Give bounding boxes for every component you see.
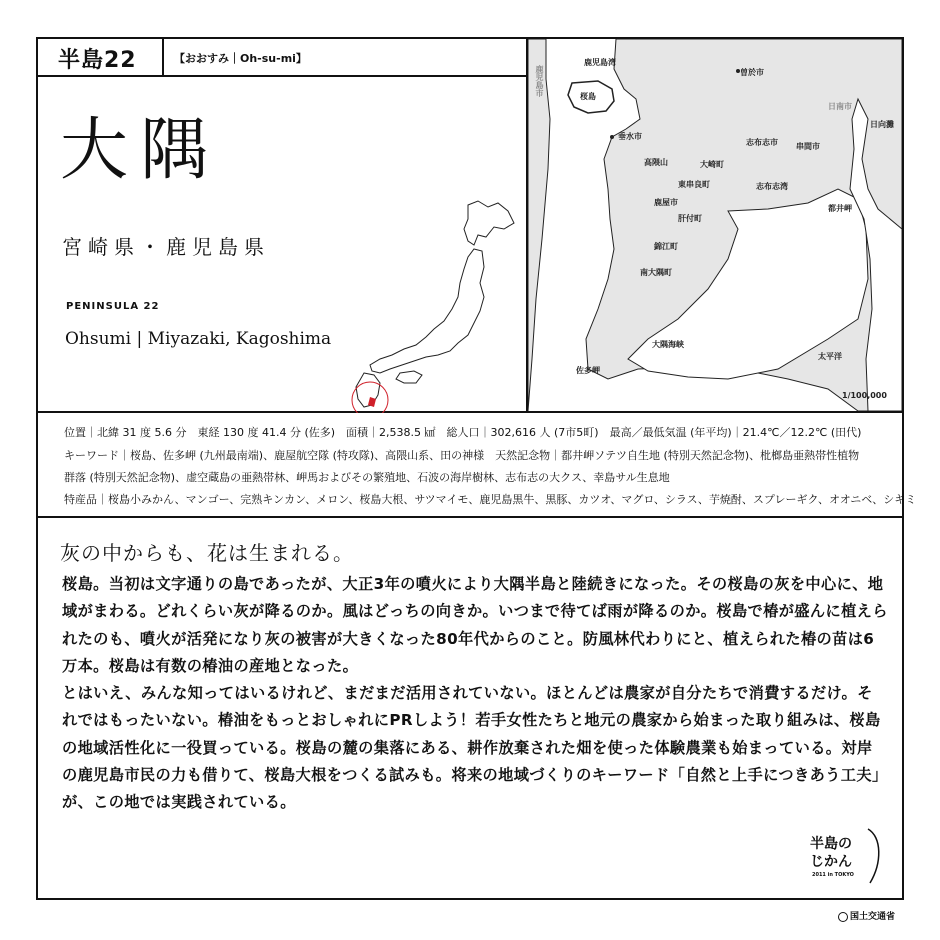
romaji-name: Ohsumi | Miyazaki, Kagoshima bbox=[65, 329, 332, 349]
map-scale: 1/100,000 bbox=[842, 391, 887, 400]
map-label-kagoshima-city: 鹿児島市 bbox=[535, 65, 544, 97]
info-natural-monuments: 群落 (特別天然記念物)、虚空蔵島の亜熱帯林、岬馬およびその繁殖地、石波の海岸樹林、志布志の大クス、幸島サル生息地 bbox=[64, 471, 670, 484]
map-label-higashi-kushira: 東串良町 bbox=[678, 180, 710, 189]
map-label-takatoge: 高隈山 bbox=[644, 158, 668, 167]
article-paragraph-1: 桜島。当初は文字通りの島であったが、大正3年の噴火により大隅半島と陸続きになった。その桜島の灰を中心に、地域がまわる。どれくらい灰が降るのか。風はどっちの向きか。いつまで待てば雨が降るのか。桜島で椿が盛んに植えられたのも、噴火が活発になり灰の被害が大きくなった80年代からのこと。防風林代わりにと、植えられた椿の苗は6万本。桜島は有数の椿油の産地となった。 bbox=[62, 575, 888, 675]
header-divider bbox=[38, 75, 528, 77]
japan-map-icon bbox=[318, 197, 528, 413]
map-label-osaki-town: 大崎町 bbox=[700, 160, 724, 169]
peninsula-card bbox=[36, 37, 917, 900]
reading-label: 【おおすみ｜Oh-su-mi】 bbox=[174, 52, 307, 65]
logo-sub: 2011 in TOKYO bbox=[812, 872, 854, 878]
map-label-soo-city: 曽於市 bbox=[740, 68, 764, 77]
peninsula-number: 半島22 bbox=[58, 48, 137, 73]
peninsula-label: PENINSULA 22 bbox=[66, 301, 160, 312]
map-label-cape-sata: 佐多岬 bbox=[576, 366, 600, 375]
article-headline: 灰の中からも、花は生まれる。 bbox=[60, 541, 354, 565]
map-label-hyuganada: 日向灘 bbox=[870, 120, 894, 129]
map-label-toi-cape: 都井岬 bbox=[828, 204, 852, 213]
header-number-divider bbox=[162, 39, 164, 75]
map-label-kimotsuki: 肝付町 bbox=[678, 214, 702, 223]
map-label-kinko-town: 錦江町 bbox=[654, 242, 678, 251]
info-bottom-divider bbox=[38, 516, 902, 518]
article-paragraph-2: とはいえ、みんな知ってはいるけれど、まだまだ活用されていない。ほとんどは農家が自分たちで消費するだけ。それではもったいない。椿油をもっとおしゃれにPRしよう！若手女性たちと地元の農家から始まった取り組みは、桜島の地域活性化に一役買っている。桜島の麓の集落にある、耕作放棄された畑を使った体験農業も始まっている。対岸の鹿児島市民の力も借りて、桜島大根をつくる試みも。将来の地域づくりのキーワード「自然と上手につきあう工夫」が、この地では実践されている。 bbox=[62, 684, 888, 812]
page-title: 大隅 bbox=[60, 111, 221, 190]
map-label-kushima-city: 串間市 bbox=[796, 142, 820, 151]
map-label-pacific: 太平洋 bbox=[818, 352, 842, 361]
hanto-no-jikan-logo bbox=[808, 823, 888, 893]
ministry-emblem-icon bbox=[838, 912, 848, 922]
info-location: 位置｜北緯 31 度 5.6 分 東経 130 度 41.4 分 (佐多) 面積｜2,538.5 ㎢ 総人口｜302,616 人 (7市5町) 最高／最低気温 (年平均)｜21.4℃／12.2℃ (田代) bbox=[64, 426, 862, 439]
map-label-nichinan-city: 日南市 bbox=[828, 102, 852, 111]
logo-line-2: じかん bbox=[810, 854, 852, 870]
ministry-credit bbox=[838, 909, 895, 922]
regional-map bbox=[528, 39, 902, 411]
map-label-osumi-strait: 大隅海峡 bbox=[652, 340, 684, 349]
info-specialties: 特産品｜桜島小みかん、マンゴー、完熟キンカン、メロン、桜島大根、サツマイモ、鹿児島黒牛、黒豚、カツオ、マグロ、シラス、芋焼酎、スプレーギク、オオニベ、シキミ bbox=[64, 493, 917, 506]
map-label-kanoya-city: 鹿屋市 bbox=[654, 198, 678, 207]
logo-line-1: 半島の bbox=[810, 836, 852, 852]
map-label-kagoshima-bay: 鹿児島湾 bbox=[584, 58, 616, 67]
ministry-label: 国土交通省 bbox=[850, 912, 896, 922]
prefectures: 宮崎県・鹿児島県 bbox=[62, 235, 270, 259]
map-label-tarumizu-city: 垂水市 bbox=[618, 132, 642, 141]
info-keywords: キーワード｜桜島、佐多岬 (九州最南端)、鹿屋航空隊 (特攻隊)、高隈山系、田の神様 天然記念物｜都井岬ソテツ自生地 (特別天然記念物)、枇榔島亜熱帯性植物 bbox=[64, 449, 860, 462]
map-label-shibushi-bay: 志布志湾 bbox=[756, 182, 788, 191]
map-label-sakurajima: 桜島 bbox=[580, 92, 596, 101]
map-label-shibushi-city: 志布志市 bbox=[746, 138, 778, 147]
map-dot-tarumizu bbox=[610, 135, 614, 139]
article-body bbox=[62, 571, 888, 817]
map-label-minami-osumi: 南大隅町 bbox=[640, 268, 672, 277]
